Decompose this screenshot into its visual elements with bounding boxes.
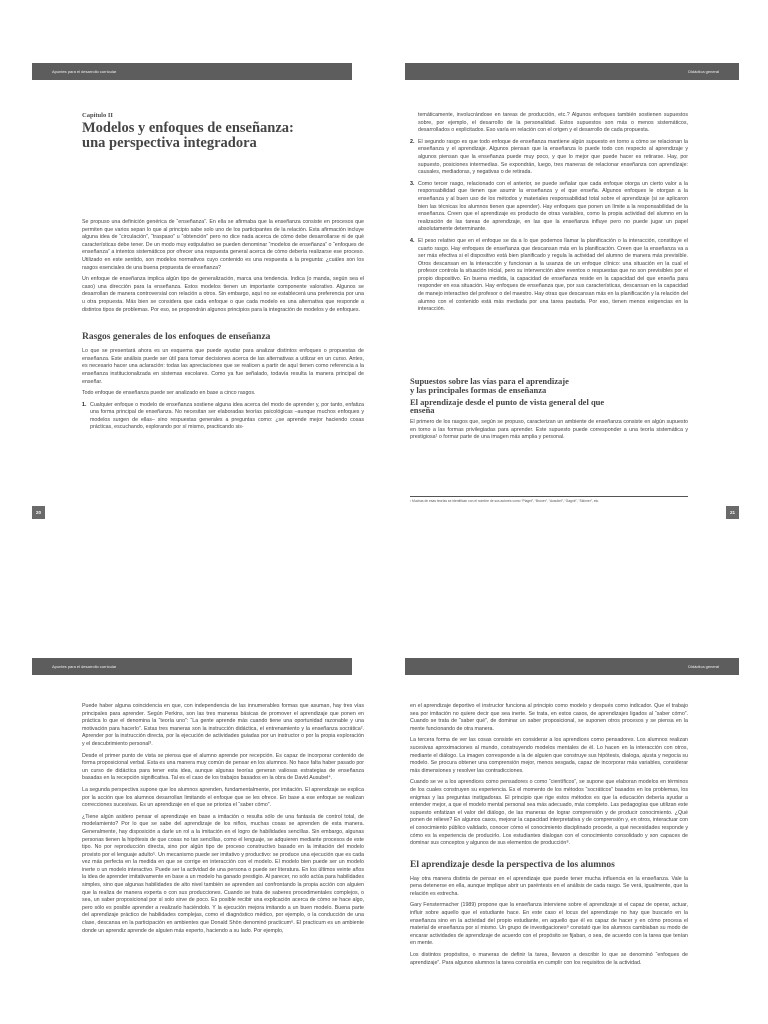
left-page-column <box>82 703 364 1024</box>
list-item <box>82 402 364 432</box>
running-header-left <box>32 63 352 80</box>
paragraph: Se propuso una definición genérica de “enseñanza”. En ella se afirmaba que la enseñanza consiste en procesos que permiten que varios sepan lo que al principio sabe solo uno de los participantes de la relación. Esta afirmación incluye alguna idea de “circulación”, “traspaso” u “obtención” pero no dice nada acerca de cómo debe desarrollarse ni de qué características debe tener. De un modo muy estipulativo se pueden denominar “modelos de enseñanza” o “enfoques de enseñanza” a intentos sistemáticos por ofrecer una respuesta general acerca de cómo debería realizarse ese proceso. Utilizado en este sentido, son modelos normativos cuyo contenido es una respuesta a la pregunta: ¿cuáles son los rasgos esenciales de una buena propuesta de enseñanza? <box>82 219 364 271</box>
section-title-line-1: Supuestos sobre las vías para el aprendizaje <box>410 377 569 386</box>
list-item-number: 1. <box>82 401 87 408</box>
running-header-right-text: Didáctica general <box>688 69 719 74</box>
list-item <box>410 139 688 177</box>
section-title: Rasgos generales de los enfoques de enseñanza <box>82 332 271 343</box>
page-number-left: 20 <box>32 506 45 519</box>
right-page-column <box>410 703 688 1024</box>
paragraph: temáticamente, involucrándose en tareas de producción, etc.? Algunos enfoques también sostienen supuestos sobre, por ejemplo, el desarrollo de la personalidad. Estos supuestos son más o menos sistemáticos, desarrollados o explicitados. Eso varía en relación con el origen y el desarrollo de cada propuesta. <box>418 112 688 134</box>
paragraph: Hay otra manera distinta de pensar en el aprendizaje que puede tener mucha influencia en la enseñanza. Vale la pena detenerse en ella, aunque implique abrir un paréntesis en el análisis de cada rasgo. Se verá, igualmente, que la relación es estrecha. <box>410 875 688 897</box>
list-item <box>410 238 688 314</box>
right-page-column <box>410 112 688 380</box>
paragraph: Los distintos propósitos, o maneras de definir la tarea, llevaron a describir lo que se denominó “enfoques de aprendizaje”. Para algunos alumnos la tarea consistía en cumplir con los requisitos de la actividad. <box>410 952 688 966</box>
running-header-left-text: Apuntes para el desarrollo curricular <box>52 664 117 669</box>
chapter-heading <box>82 112 362 151</box>
subsection-title-line-1: El aprendizaje desde el punto de vista general del que <box>410 396 605 407</box>
page-number-right: 21 <box>726 506 739 519</box>
footnote-rule <box>410 496 688 497</box>
paragraph: La tercera forma de ver las cosas consiste en considerar a los aprendices como pensadores. Los alumnos realizan sucesivas aproximaciones al mundo, construyendo modelos mentales de él. Lo hacen en la interacción con otros, mediante el diálogo. La imagen corresponde a la de alguien que construye sus hipótesis, dialoga, ajusta y negocia su modelo. Se procura obtener una comprensión mejor, menos sesgada, capaz de incorporar más variables, considerar más dimensiones y resolver las contradicciones. <box>410 737 688 774</box>
chapter-title-line-2: una perspectiva integradora <box>82 135 257 151</box>
paragraph: ¿Tiene algún asidero pensar el aprendizaje en base a imitación o resulta sólo de una fantasía de control total, de modelamiento? Por lo que se sabe del aprendizaje de los niños, muchas cosas se aprenden de esta manera. Generalmente, hay disposición a darle un rol a la imitación en el logro de habilidades sencillas. Sin embargo, algunas personas tienen la hipótesis de que cosas no tan sencillas, como el lenguaje, se adquieren mediante procesos de este tipo. No por reproducción directa, sino por algún tipo de proceso constructivo basado en la imitación del modelo provisto por el lenguaje adulto⁵. Un mecanismo puede ser imitativo y productivo: se produce una ejecución que es cada vez más perfecta en la medida en que se corrige en interacción con el modelo. El modelo bien puede ser un modelo inerte o un modelo interactivo. Puede ser la actividad de una persona o puede ser literatura. En los últimos veinte años la idea de aprender imitativamente en base a un modelo ha ganado prestigio. Al parecer, no sólo actúa para habilidades simples, sino que algunas habilidades de alto nivel también se aprenden así confrontando la propia acción con alguien que la realiza de manera experta o con sus producciones. Cuando se trata de saberes procedimentales complejos, o sea, un saber proposicional por sí solo sirve de poco. Es posible recibir una explicación acerca de cómo se hace algo, pero sólo es posible aprender a realizarlo haciéndolo. Y la ejecución mejora imitando a un buen modelo. Buena parte del aprendizaje práctico de habilidades complejas, como el diagnóstico médico, por ejemplo, o la conducción de una clase, descansa en la participación en ambientes que Donald Shön denominó practicum⁶. El practicum es un ambiente donde un aprendiz aprende de alguien más experto, haciendo a su lado. Por ejemplo, <box>82 813 364 934</box>
list-item-text: Como tercer rasgo, relacionado con el anterior, se puede señalar que cada enfoque otorga un cierto valor a la responsabilidad que tienen que asumir la enseñanza y el que enseña. Algunos enfoques le otorgan a la enseñanza y al buen uso de los métodos y materiales responsabilidad total sobre el aprendizaje (si se aplicaron bien las técnicas los alumnos tienen que aprender). Hay enfoques que ponen un límite a la responsabilidad de la enseñanza. Creen que el aprendizaje es producto de otras variables, como la propia actividad del alumno en la realización de las tareas de aprendizaje, en las que la enseñanza influye pero no puede jugar un papel absolutamente determinante. <box>418 180 688 233</box>
running-header-right <box>405 658 739 675</box>
list-item-number: 2. <box>410 138 415 145</box>
running-header-left-text: Apuntes para el desarrollo curricular <box>52 69 117 74</box>
paragraph: Todo enfoque de enseñanza puede ser analizado en base a cinco rasgos. <box>82 390 256 397</box>
paragraph: Gary Fenstermacher (1989) propone que la enseñanza interviene sobre el aprendizaje si el capaz de operar, actuar, influir sobre aquello que el estudiante hace. En este caso el locus del aprendizaje no hay que buscarlo en la enseñanza sino en la actividad del propio estudiante, en aquello que él es capaz de hacer y en cómo procesa el material de enseñanza por sí mismo. Un grupo de investigaciones⁹ constató que los alumnos cambiaban su modo de encarar actividades de aprendizaje de acuerdo con el propósito se fijaban, o sea, de acuerdo con la tarea que tenían en mente. <box>410 902 688 947</box>
subsection-title-line-2: enseña <box>410 405 435 416</box>
list-item-text: El segundo rasgo es que todo enfoque de enseñanza mantiene algún supuesto en torno a cómo se relacionan la enseñanza y el aprendizaje. Algunos piensan que la enseñanza lo puede todo con respecto al aprendizaje y algunos piensan que la enseñanza puede muy poco, y que lo mejor que puede hacer es retirarse. Hay, por supuesto, posiciones intermedias. Se expondrán, luego, tres maneras de relacionar enseñanza con aprendizaje: causales, mediadoras, y negativas o de retirada. <box>418 138 688 176</box>
right-page-section <box>410 377 688 487</box>
section-title-line-2: y las principales formas de enseñanza <box>410 384 547 395</box>
paragraph: Desde el primer punto de vista se piensa que el alumno aprende por recepción. Es capaz de incorporar contenido de forma proposicional verbal. Esta es una manera muy común de pensar en los alumnos. No hace falta haber pasado por un curso de didáctica para tener esta idea, aunque algunas teorías generan valiosas estrategias de enseñanza basadas en la recepción significativa. Tal es el caso de los trabajos basados en la obra de David Ausubel⁴. <box>82 752 364 782</box>
section-title: El aprendizaje desde la perspectiva de los alumnos <box>410 859 615 870</box>
list-item-text: Cualquier enfoque o modelo de enseñanza sostiene alguna idea acerca del modo de aprender y, por tanto, enfatiza una forma principal de enseñanza. No necesitan ser elaboradas teorías psicológicas –aunque muchos enfoques y modelos surgen de ellas– sino respuestas generales a preguntas como: ¿se aprende mejor haciendo cosas prácticas, escuchando, explorando por sí mismo, practicando sis- <box>90 401 364 431</box>
paragraph: Cuando se ve a los aprendices como pensadores o como “científicos”, se supone que elaboran modelos en términos de los cuales construyen su experiencia. Es el momento de los métodos “socráticos” basados en los problemas, los enigmas y las preguntas instigadoras. El principio que rige estos métodos es que la educación debería ayudar a entender mejor, a que el modelo mental personal sea más adecuado, más completo. Las pedagogías que utilizan este supuesto enfatizan el valor del diálogo, de las maneras de lograr comprensión y de producir conocimiento. ¿Qué ponen de relieve? En algunos casos, mejorar la capacidad interpretativa y de comprensión y, en otros, interactuar con el conocimiento público validado, conocer cómo el conocimiento disciplinado procede, a qué necesidades responde y cómo es la experiencia de producirlo. Los estudiantes dialogan con el conocimiento consolidado y son capaces de dominar sus conceptos y algunos de sus elementos de producción⁸. <box>410 779 688 847</box>
paragraph: Puede haber alguna coincidencia en que, con independencia de las innumerables formas que asuman, hay tres vías principales para aprender. Según Perkins, son las tres maneras básicas de promover el aprendizaje que ponen en práctica lo que el denomina la “teoría uno”: “La gente aprende más cuando tiene una oportunidad razonable y una motivación para hacerlo”. Estas tres maneras son la instrucción didáctica, el entrenamiento y la enseñanza socrática². Aprender por la instrucción directa, por la ejecución de actividades guiadas por un instructor o por la propia exploración y el descubrimiento personal³. <box>82 703 364 747</box>
left-page-column <box>82 219 364 504</box>
running-header-right-text: Didáctica general <box>688 664 719 669</box>
list-item <box>410 181 688 234</box>
running-header-right <box>405 63 739 80</box>
chapter-title-line-1: Modelos y enfoques de enseñanza: <box>82 120 294 136</box>
running-header-left <box>32 658 352 675</box>
list-item-number: 3. <box>410 180 415 187</box>
list-item-number: 4. <box>410 237 415 244</box>
footnote: ¹ Muchas de esas teorías se identifican con el nombre de sus autores como “Piaget”, “Bruner”, “Ausubel”, “Gagné”, “Skinner”, etc. <box>410 499 600 503</box>
paragraph: El primero de los rasgos que, según se propuso, caracterizan un ambiente de enseñanza consiste en algún supuesto en torno a las formas privilegiadas para aprender. Este supuesto puede corresponder a una teoría sistemática y prestigiosa¹ o formar parte de una imagen más amplia y personal. <box>410 419 688 441</box>
chapter-kicker: Capítulo II <box>82 112 113 119</box>
paragraph: en el aprendizaje deportivo el instructor funciona al principio como modelo y después como indicador. Que el trabajo sea por imitación no quiere decir que sea inerte. Se trata, en estos casos, de aprendizajes ligados al “saber cómo”. Cuando se trata de “saber qué”, de dominar un saber proposicional, se suponen otros procesos y se piensa en la mente funcionando de otra manera. <box>410 703 688 732</box>
list-item-text: El peso relativo que en el enfoque se da a lo que podemos llamar la planificación o la interacción, constituye el cuarto rasgo. Hay enfoques de enseñanza que descansan más en la planificación. Creen que la enseñanza va a ser más efectiva si el dispositivo está bien planificado y regula la actividad del alumno de manera más previsible. Otros descansan en la interacción y funcionan a la usanza de un enfoque clínico: una situación en la cual el profesor controla la situación inicial, pero su intervención abre eventos o respuestas que no son previsibles por el propio dispositivo. En buena medida, la capacidad de enseñanza reside en la capacidad del que enseña para responder en esa situación. Hay enfoques de enseñanza que, por sus características, descansan en la capacidad de manejo interactivo del profesor o del maestro. Hay otras que descansan más en la planificación y la relación del alumno con el contenido está más mediada por una tarea pautada. Por eso, tienen menos exigencias en la interacción. <box>418 237 688 313</box>
paragraph: Un enfoque de enseñanza implica algún tipo de generalización, marca una tendencia. Indica (o manda, según sea el caso) una dirección para la enseñanza. Estos modelos tienen un importante componente valorativo. Algunos se desarrollan de manera controversial con relación a otros. Sin embargo, aquí no se establecerá una preferencia por una u otra propuesta. Más bien se considera que cada enfoque o que cada modelo es una alternativa que responde a distintos tipos de problemas. Por eso, se propondrán algunos principios para la integración de modelos y de enfoques. <box>82 276 364 313</box>
paragraph: La segunda perspectiva supone que los alumnos aprenden, fundamentalmente, por imitación. El aprendizaje se explica por la acción que los alumnos desarrollan limitando el enfoque que se les ofrece. En base a ese enfoque se realizan correcciones sucesivas. Es un aprendizaje en el que se prioriza el “saber cómo”. <box>82 786 364 809</box>
paragraph: Lo que se presentará ahora es un esquema que puede ayudar para analizar distintos enfoques o propuestas de enseñanza. Este análisis puede ser útil para tomar decisiones acerca de las alternativas a utilizar en un curso. Antes, es necesario hacer una aclaración: todas las apreciaciones que se realicen a partir de aquí tienen como referencia a la enseñanza institucionalizada en sistemas escolares. Como ya fue señalado, todavía resulta la manera principal de enseñar. <box>82 348 364 385</box>
